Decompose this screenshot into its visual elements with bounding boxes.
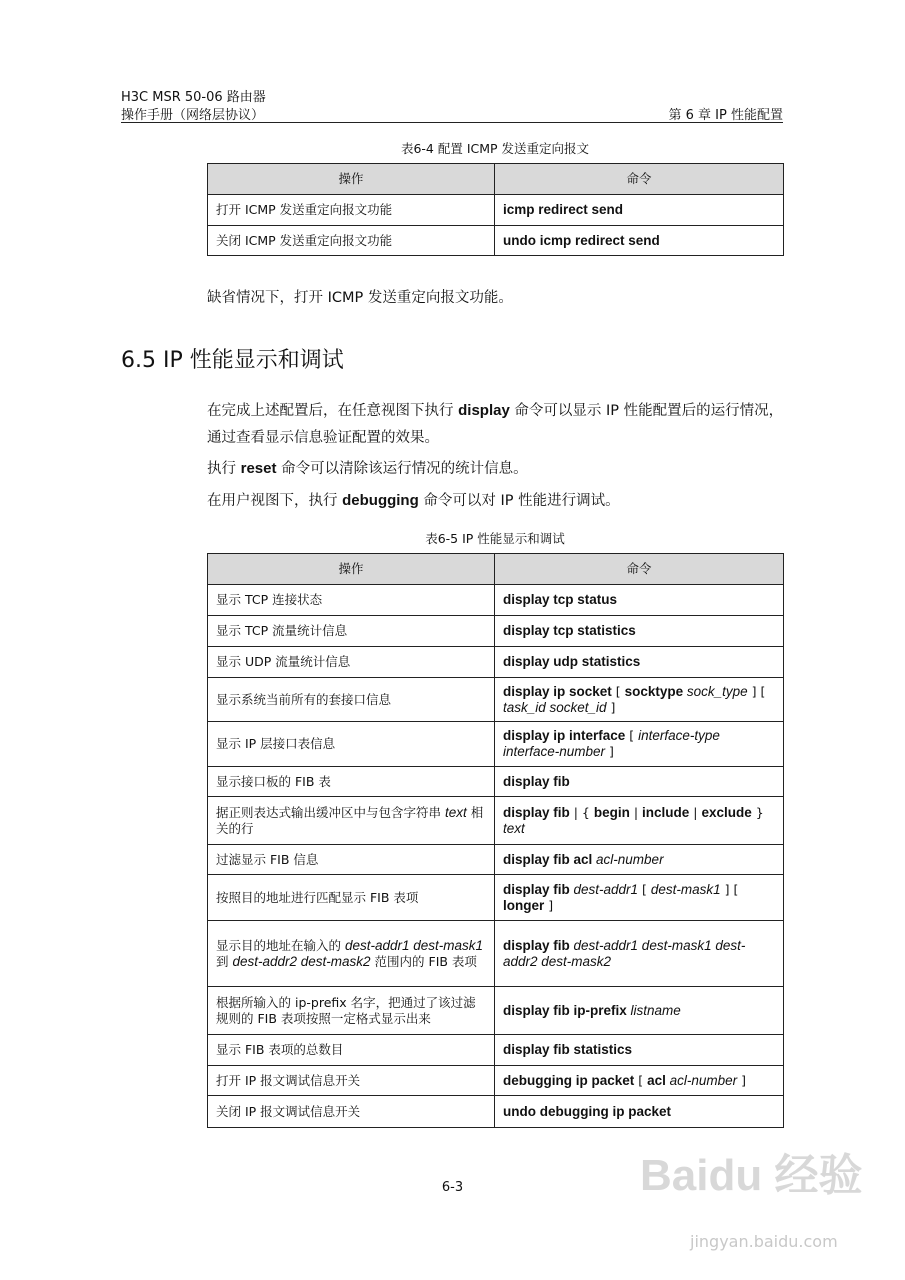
operation-cell [208, 1066, 495, 1096]
keyword: longer [503, 897, 545, 913]
keyword: socktype [624, 683, 684, 699]
table1-caption: 表6-4 配置 ICMP 发送重定向报文 [400, 141, 590, 156]
text-segment: 显示 TCP 连接状态 [216, 592, 323, 607]
text-segment: 关闭 ICMP 发送重定向报文功能 [216, 232, 393, 248]
text-segment: ] [737, 1072, 747, 1088]
operation-cell [208, 722, 495, 767]
command-cell [495, 647, 784, 678]
keyword: display fib [503, 804, 570, 820]
header-divider [121, 122, 783, 123]
table-row [208, 678, 784, 722]
operation-cell [208, 767, 495, 797]
table-row [208, 921, 784, 987]
operation-cell [208, 647, 495, 678]
operation-cell [208, 875, 495, 921]
keyword: display fib [503, 937, 570, 953]
text-segment: 执行 [207, 461, 241, 477]
text-segment: 命令可以对 IP 性能进行调试。 [418, 493, 620, 509]
text-segment: [ [634, 1072, 648, 1088]
text-segment: | [689, 804, 702, 820]
operation-cell [208, 921, 495, 987]
command-cell [495, 585, 784, 616]
paragraph-debugging [207, 487, 787, 515]
parameter: dest-addr1 dest-mask1 dest-addr2 dest-mask2 [503, 937, 746, 969]
parameter: dest-addr1 [569, 881, 639, 897]
table-row [208, 797, 784, 845]
command-cell [495, 678, 784, 722]
parameter: sock_type [683, 683, 748, 699]
text-segment: 据正则表达式输出缓冲区中与包含字符串 [216, 804, 445, 820]
operation-cell [208, 1035, 495, 1066]
table-header-row [208, 554, 784, 585]
header-manual: 操作手册（网络层协议） [121, 108, 265, 123]
text-segment: | [629, 804, 643, 820]
command-cell [495, 1066, 784, 1096]
keyword: display [458, 402, 510, 419]
table-row [208, 1096, 784, 1128]
ip-display-debug-table [207, 553, 784, 1128]
keyword: display fib [503, 773, 570, 789]
operation-cell [208, 797, 495, 845]
keyword: display fib acl [503, 851, 593, 867]
command-cell [495, 616, 784, 647]
text-segment: 显示 IP 层接口表信息 [216, 736, 336, 751]
command-cell [495, 195, 784, 226]
paragraph-display [207, 397, 787, 452]
watermark-logo: Baidu 经验 [640, 1151, 863, 1200]
command-cell [495, 767, 784, 797]
text-segment: ] [606, 699, 616, 715]
header-chapter: 第 6 章 IP 性能配置 [668, 108, 783, 123]
text-segment: 范围内的 FIB 表项 [370, 953, 477, 969]
parameter: text [503, 820, 525, 836]
column-header: 操作 [208, 554, 495, 585]
keyword: display tcp statistics [503, 623, 636, 638]
table-row [208, 226, 784, 256]
parameter: interface-type interface-number [503, 728, 720, 759]
table-row [208, 195, 784, 226]
table-row [208, 647, 784, 678]
command-cell [495, 875, 784, 921]
command-cell [495, 722, 784, 767]
keyword: display udp statistics [503, 654, 641, 669]
operation-cell [208, 616, 495, 647]
text-segment: 过滤显示 FIB 信息 [216, 851, 319, 867]
text-segment: 命令可以清除该运行情况的统计信息。 [276, 461, 528, 477]
parameter: acl-number [665, 1072, 738, 1088]
header-product: H3C MSR 50-06 路由器 [121, 90, 266, 105]
table-header-row [208, 164, 784, 195]
operation-cell [208, 585, 495, 616]
keyword: icmp redirect send [503, 202, 624, 217]
table-row [208, 1066, 784, 1096]
parameter: task_id socket_id [503, 699, 607, 715]
keyword: display ip socket [503, 683, 612, 699]
keyword: debugging ip packet [503, 1072, 635, 1088]
parameter: acl-number [592, 851, 664, 867]
command-cell [495, 987, 784, 1035]
command-cell [495, 1035, 784, 1066]
command-cell [495, 921, 784, 987]
text-segment: ] [605, 744, 614, 759]
column-header: 操作 [208, 164, 495, 195]
operation-cell [208, 226, 495, 256]
text-segment: 关闭 IP 报文调试信息开关 [216, 1103, 361, 1119]
keyword: acl [647, 1072, 666, 1088]
table2-caption: 表6-5 IP 性能显示和调试 [425, 531, 565, 546]
text-segment: 相关的行 [216, 804, 484, 836]
watermark-url: jingyan.baidu.com [690, 1232, 838, 1251]
text-segment: | { [569, 804, 594, 820]
table-row [208, 722, 784, 767]
keyword: reset [240, 460, 277, 477]
column-header: 命令 [495, 554, 784, 585]
text-segment: 在用户视图下，执行 [207, 493, 343, 509]
text-segment: 根据所输入的 ip-prefix 名字，把通过了该过滤规则的 FIB 表项按照一定格式显示出来 [216, 994, 476, 1026]
text-segment: 在完成上述配置后，在任意视图下执行 [207, 403, 459, 419]
table-row [208, 987, 784, 1035]
text-segment: ] [ [720, 881, 739, 897]
keyword: display fib statistics [503, 1042, 633, 1057]
text-segment: [ [638, 881, 651, 897]
table-row [208, 875, 784, 921]
command-cell [495, 797, 784, 845]
parameter: dest-addr2 dest-mask2 [232, 953, 371, 969]
operation-cell [208, 195, 495, 226]
parameter: listname [626, 1002, 681, 1018]
text-segment: [ [611, 683, 625, 699]
operation-cell [208, 678, 495, 722]
text-segment: 按照目的地址进行匹配显示 FIB 表项 [216, 889, 419, 905]
command-cell [495, 845, 784, 875]
text-segment: 到 [216, 953, 233, 969]
parameter: text [444, 804, 467, 820]
text-segment: 显示系统当前所有的套接口信息 [216, 691, 392, 707]
parameter: dest-mask1 [650, 881, 721, 897]
baidu-watermark [630, 1140, 900, 1270]
column-header: 命令 [495, 164, 784, 195]
table-row [208, 845, 784, 875]
keyword: exclude [701, 804, 752, 820]
page-number: 6-3 [441, 1180, 464, 1195]
text-segment: 命令可以显示 IP 性能配置后的运行情况，通过查看显示信息验证配置的效果。 [207, 403, 784, 446]
text-segment: 打开 ICMP 发送重定向报文功能 [216, 202, 393, 217]
text-segment: 打开 IP 报文调试信息开关 [216, 1072, 361, 1088]
operation-cell [208, 845, 495, 875]
parameter: dest-addr1 dest-mask1 [344, 937, 484, 953]
paragraph-reset [207, 455, 787, 483]
table-row [208, 616, 784, 647]
text-segment: 显示 UDP 流量统计信息 [216, 654, 351, 669]
text-segment: 显示 FIB 表项的总数目 [216, 1042, 344, 1057]
operation-cell [208, 1096, 495, 1128]
keyword: display fib ip-prefix [503, 1002, 627, 1018]
table-row [208, 1035, 784, 1066]
table-row [208, 767, 784, 797]
command-cell [495, 226, 784, 256]
section-heading: 6.5 IP 性能显示和调试 [121, 348, 344, 373]
keyword: undo debugging ip packet [503, 1103, 671, 1119]
text-segment: } [751, 804, 764, 820]
command-cell [495, 1096, 784, 1128]
keyword: undo icmp redirect send [503, 232, 660, 248]
text-segment: [ [625, 728, 639, 743]
text-segment: 显示接口板的 FIB 表 [216, 773, 331, 789]
keyword: display ip interface [503, 728, 626, 743]
text-segment: ] [544, 897, 554, 913]
table-row [208, 585, 784, 616]
keyword: begin [593, 804, 630, 820]
default-note: 缺省情况下，打开 ICMP 发送重定向报文功能。 [207, 290, 513, 306]
keyword: include [642, 804, 690, 820]
text-segment: 显示 TCP 流量统计信息 [216, 623, 348, 638]
keyword: debugging [342, 492, 419, 509]
operation-cell [208, 987, 495, 1035]
keyword: display tcp status [503, 592, 618, 607]
keyword: display fib [503, 881, 570, 897]
icmp-redirect-table [207, 163, 784, 256]
text-segment: 显示目的地址在输入的 [216, 937, 345, 953]
text-segment: ] [ [747, 683, 766, 699]
